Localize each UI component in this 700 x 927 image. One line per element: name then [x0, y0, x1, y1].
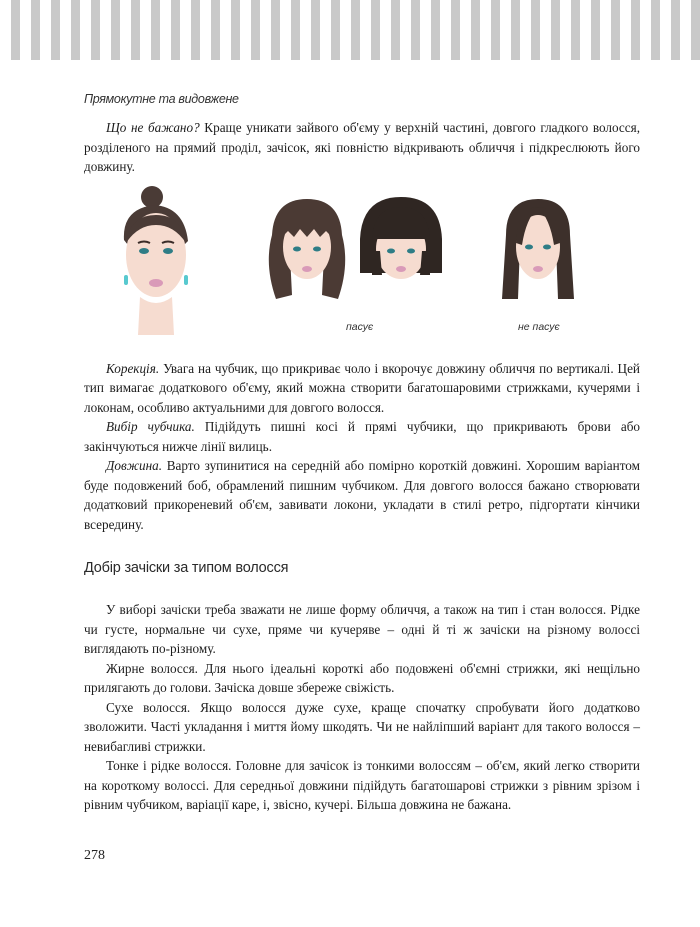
dry-hair-paragraph: Сухе волосся. Якщо волосся дуже сухе, краще спочатку спробувати його додатково зволожити. Часті укладання і миття йому шкодять. Чи не найліпший варіант для такого волосся – невибагливі стрижки.	[84, 699, 640, 754]
face-bun-illustration	[112, 185, 202, 335]
caption-not-suits: не пасує	[518, 320, 560, 333]
bangs-lead: Вибір чубчика.	[106, 419, 195, 434]
hairstyle-illustrations	[84, 185, 640, 351]
intro-paragraph	[84, 118, 640, 177]
length-lead: Довжина.	[106, 458, 163, 473]
oily-hair-paragraph: Жирне волосся. Для нього ідеальні короткі або подовжені об'ємні стрижки, які нещільно прилягають до голови. Зачіска довше збереже свіжість.	[84, 660, 640, 695]
header-stripes	[0, 0, 700, 60]
thin-hair-paragraph: Тонке і рідке волосся. Головне для зачісок із тонкими волоссям – об'єм, який легко створити на короткому волоссі. Для середньої довжини підійдуть багатошарові стрижки з рівним зрізом і рівним чубчиком, варіації каре, і, звісно, кучері. Більша довжина не бажана.	[84, 758, 640, 812]
correction-text: Увага на чубчик, що прикриває чоло і вкорочує довжину обличчя по вертикалі. Цей тип вимагає додаткового об'єму, який можна створити багатошаровими стрижками, кучерями і локонам, особливо актуальними для довгого волосся.	[84, 360, 640, 415]
bangs-paragraph	[84, 417, 640, 456]
page-number: 278	[84, 848, 105, 863]
bangs-text: Підійдуть пишні косі й прямі чубчики, що прикривають брови або закінчуються нижче лінії вилиць.	[84, 419, 640, 454]
correction-paragraph	[84, 359, 640, 418]
face-long-straight-illustration	[496, 195, 580, 303]
subsection-title: Прямокутне та видовжене	[84, 92, 239, 106]
page-content	[84, 92, 640, 815]
length-text: Варто зупинитися на середній або помірно короткій довжині. Хорошим варіантом буде подовжений боб, обрамлений пишним чубчиком. Для довгого волосся бажано створювати додатковий прикореневий об'єм, завивати локони, укладати в стилі ретро, підгортати кінчики всередину.	[84, 458, 640, 532]
intro-lead: Що не бажано?	[106, 120, 200, 135]
hair-type-paragraph: У виборі зачіски треба зважати не лише форму обличчя, а також на тип і стан волосся. Рідке чи густе, нормальне чи сухе, пряме чи кучеряве – одні й ті ж зачіски на різному волоссі виглядають по-різному.	[84, 602, 640, 656]
intro-text: Краще уникати зайвого об'єму у верхній частині, довгого гладкого волосся, розділеного на прямий проділ, зачісок, які повністю відкривають обличчя і підкреслюють його довжину.	[84, 120, 640, 174]
correction-lead: Корекція.	[106, 360, 160, 376]
face-long-wavy-bangs-illustration	[260, 195, 354, 307]
section-heading: Добір зачіски за типом волосся	[84, 560, 289, 576]
caption-suits: пасує	[346, 320, 374, 333]
face-bob-bangs-illustration	[354, 195, 448, 295]
length-paragraph	[84, 456, 640, 534]
